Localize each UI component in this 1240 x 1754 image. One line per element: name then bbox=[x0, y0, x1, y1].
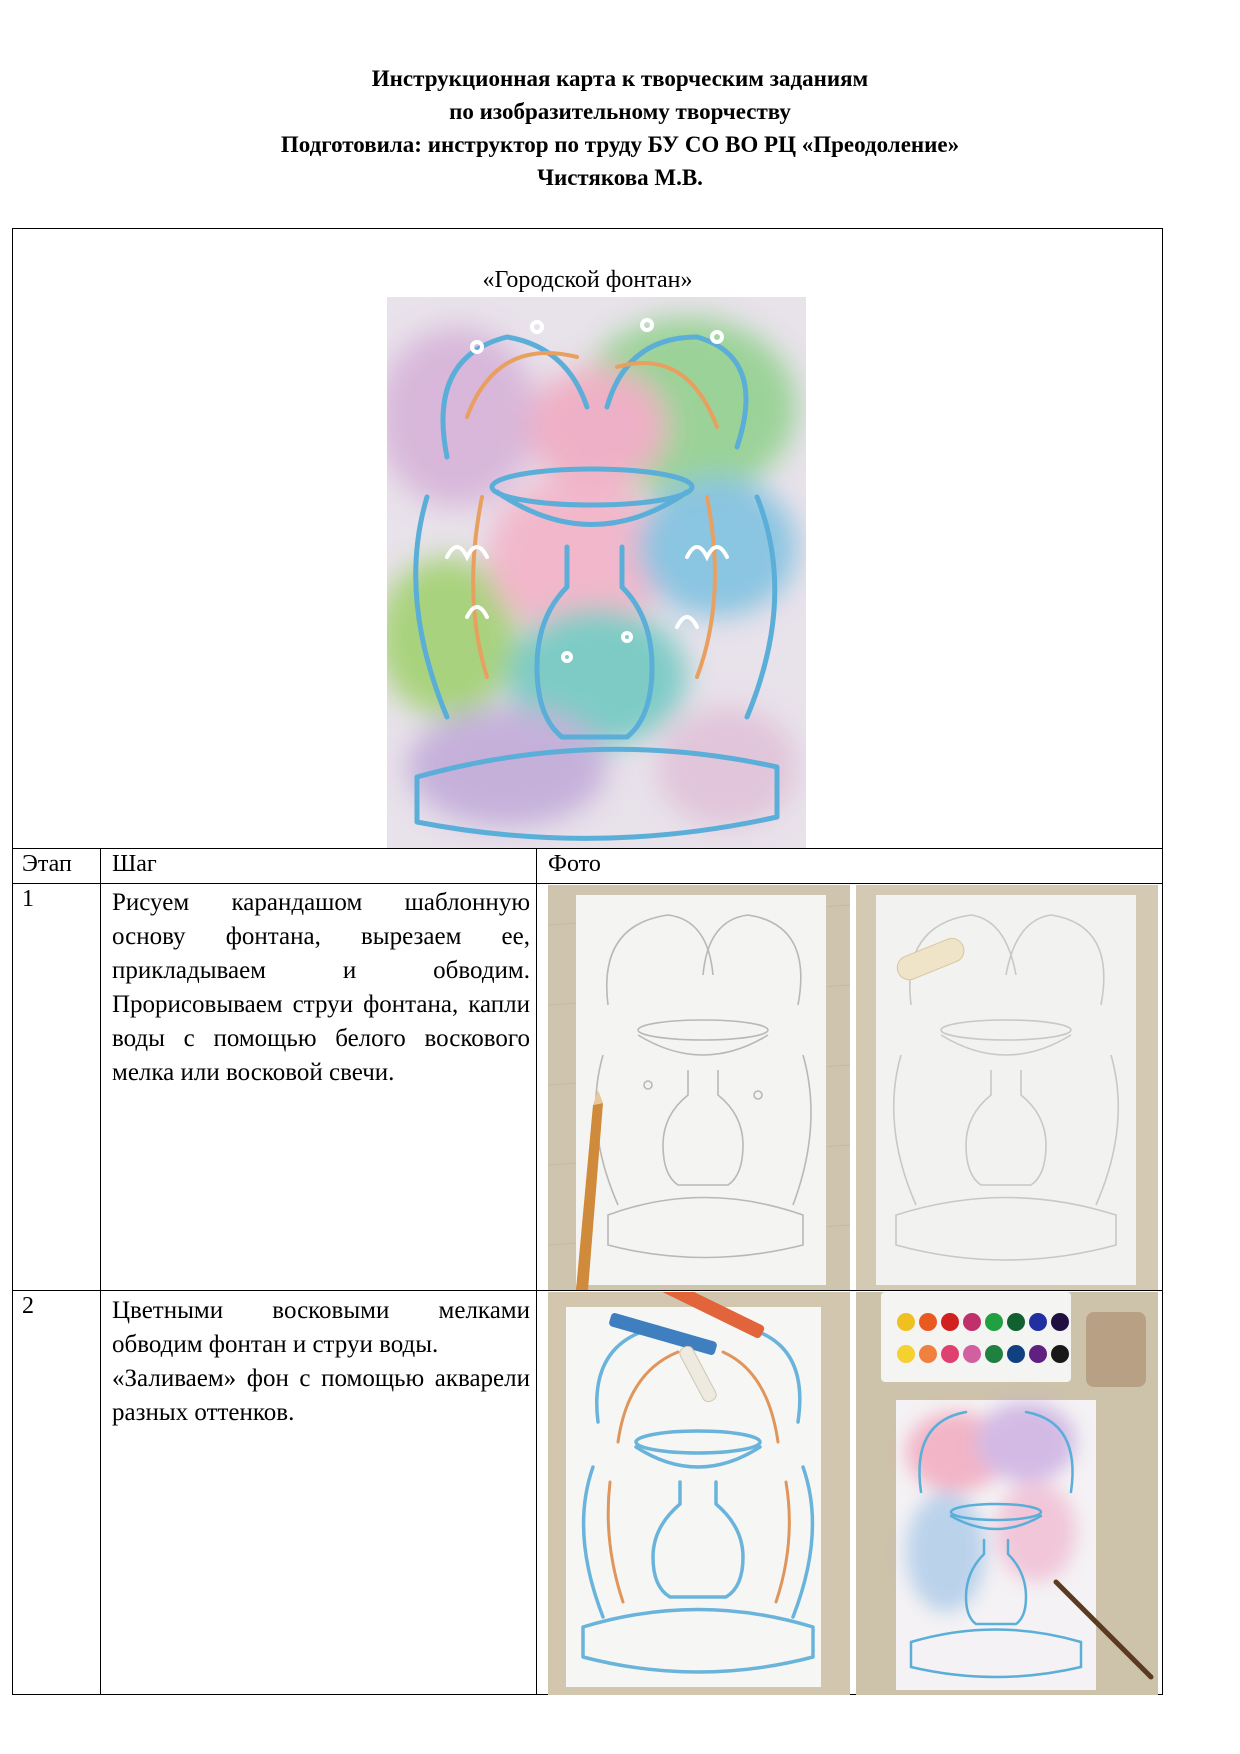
instruction-table bbox=[12, 228, 1163, 1695]
step-2-photo-colored-outline bbox=[548, 1292, 850, 1695]
stage-number-1: 1 bbox=[22, 886, 34, 912]
step-1-instructions bbox=[112, 886, 530, 1090]
topic-title: «Городской фонтан» bbox=[482, 267, 693, 293]
header-line-subject: по изобразительному творчеству bbox=[449, 99, 791, 124]
finished-artwork-photo bbox=[387, 297, 806, 848]
step-2-text-background: «Заливаем» фон с помощью акварели разных оттенков. bbox=[112, 1365, 530, 1426]
document-header bbox=[0, 62, 1240, 194]
step-2-photo-watercolor-fill bbox=[856, 1292, 1158, 1695]
step-1-photo-wax-outline bbox=[856, 885, 1158, 1290]
row-divider-header-top bbox=[13, 848, 1162, 849]
stage-number-2: 2 bbox=[22, 1293, 34, 1319]
column-divider-stage bbox=[100, 848, 101, 1694]
column-header-photo: Фото bbox=[548, 851, 601, 877]
step-2-text-outline: Цветными восковыми мелками обводим фонтан и струи воды. bbox=[112, 1297, 530, 1358]
header-line-title: Инструкционная карта к творческим заданиям bbox=[371, 66, 869, 91]
step-1-text: Рисуем карандашом шаблонную основу фонтана, вырезаем ее, прикладываем и обводим. Прорисовываем струи фонтана, капли воды с помощью белого воскового мелка или восковой свечи. bbox=[112, 889, 530, 1086]
column-divider-step bbox=[536, 848, 537, 1694]
header-line-author-name: Чистякова М.В. bbox=[537, 165, 703, 190]
column-header-stage: Этап bbox=[22, 851, 72, 877]
header-line-author-role: Подготовила: инструктор по труду БУ СО ВО РЦ «Преодоление» bbox=[280, 132, 960, 157]
step-1-photo-pencil-sketch bbox=[548, 885, 850, 1290]
row-divider-header-bottom bbox=[13, 883, 1162, 884]
column-header-step: Шаг bbox=[112, 851, 157, 877]
row-divider-step-1 bbox=[13, 1290, 1162, 1291]
step-2-instructions bbox=[112, 1294, 530, 1430]
